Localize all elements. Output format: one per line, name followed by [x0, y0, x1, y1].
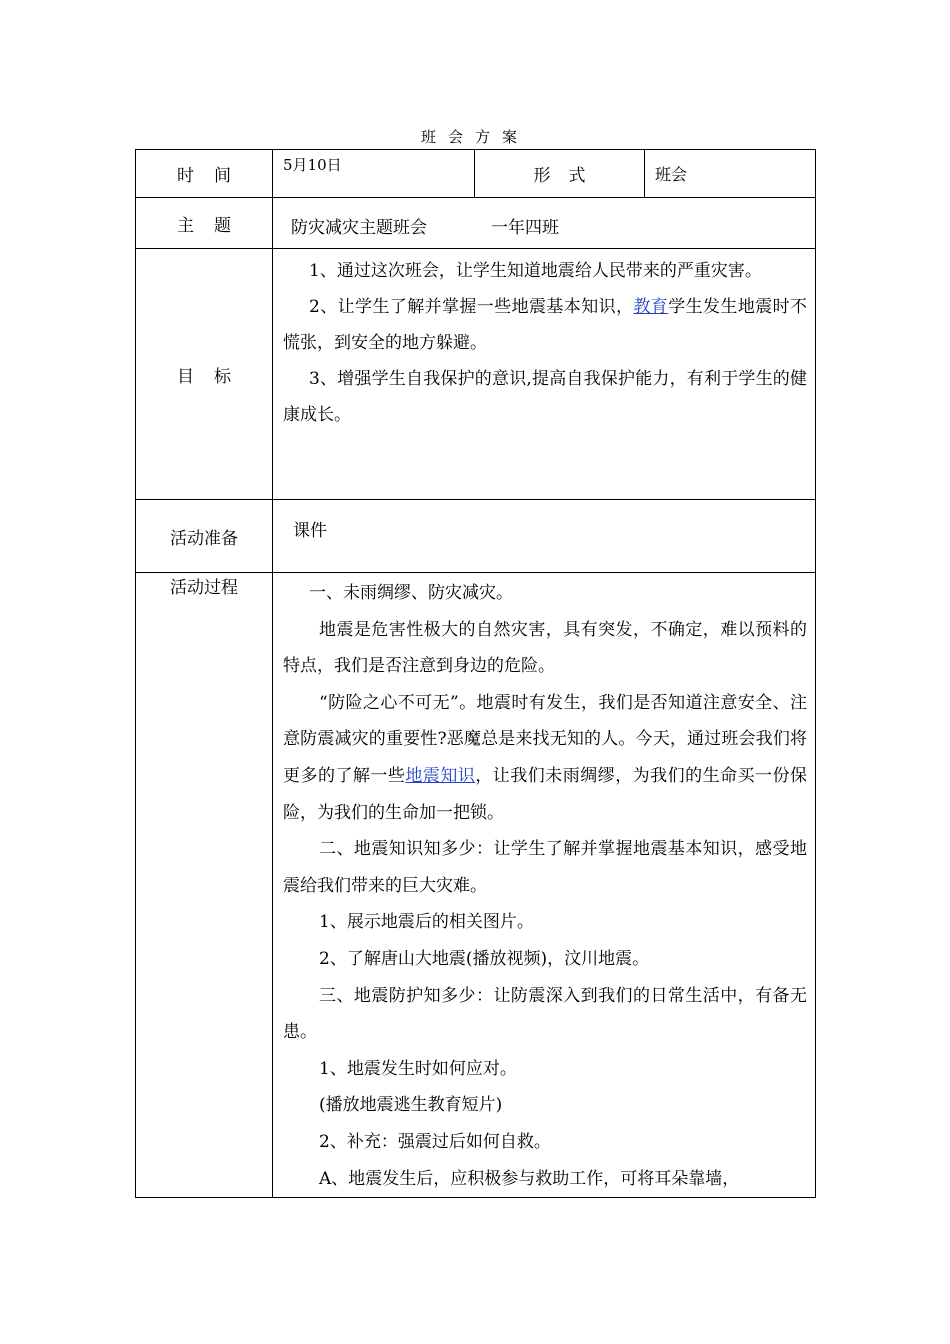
process-label: 活动过程 [136, 573, 273, 1198]
time-value: 5月10日 [273, 150, 475, 198]
theme-label: 主题 [136, 198, 273, 249]
process-paragraph: 三、地震防护知多少：让防震深入到我们的日常生活中，有备无患。 [283, 985, 807, 1043]
goal-item-3: 3、增强学生自我保护的意识,提高自我保护能力，有利于学生的健康成长。 [283, 369, 807, 425]
goal-item-2: 2、让学生了解并掌握一些地震基本知识，教育学生发生地震时不慌张，到安全的地方躲避。 [283, 297, 808, 353]
education-link[interactable]: 教育 [633, 297, 669, 317]
form-value: 班会 [645, 150, 816, 198]
goal-cell [273, 249, 816, 500]
goal-item-1: 1、通过这次班会，让学生知道地震给人民带来的严重灾害。 [309, 261, 762, 281]
theme-class: 一年四班 [491, 217, 559, 238]
process-paragraph: 1、地震发生时如何应对。 [319, 1058, 517, 1079]
process-paragraph: 2、了解唐山大地震(播放视频)，汶川地震。 [319, 948, 650, 969]
prep-row [136, 500, 816, 573]
time-label: 时间 [136, 150, 273, 198]
process-paragraph: (播放地震逃生教育短片) [319, 1095, 503, 1116]
process-paragraph: 1、展示地震后的相关图片。 [319, 912, 534, 933]
process-row [136, 573, 816, 1198]
theme-cell [273, 198, 816, 249]
process-paragraph: 二、地震知识知多少：让学生了解并掌握地震基本知识，感受地震给我们带来的巨大灾难。 [283, 839, 807, 896]
prep-label: 活动准备 [136, 500, 273, 573]
theme-value: 防灾减灾主题班会 [291, 217, 427, 238]
process-paragraph: 2、补充：强震过后如何自救。 [319, 1131, 551, 1152]
prep-value: 课件 [273, 500, 816, 573]
earthquake-knowledge-link[interactable]: 地震知识 [405, 765, 476, 786]
process-paragraph: 一、未雨绸缪、防灾减灾。 [309, 583, 513, 603]
goal-label: 目标 [136, 249, 273, 500]
process-paragraph: 地震是危害性极大的自然灾害，具有突发，不确定，难以预料的特点，我们是否注意到身边的危险。 [283, 619, 807, 677]
form-label: 形式 [475, 150, 645, 198]
process-paragraph: A、地震发生后，应积极参与救助工作，可将耳朵靠墙， [319, 1168, 740, 1189]
goal-row [136, 249, 816, 500]
process-paragraph: “防险之心不可无”。地震时有发生，我们是否知道注意安全、注意防震减灾的重要性?恶魔总是来找无知的人。今天，通过班会我们将更多的了解一些地震知识，让我们未雨绸缪，为我们的生命买一份保险，为我们的生命加一把锁。 [283, 692, 808, 823]
time-row [136, 150, 816, 198]
document-title: 班会方案 [420, 128, 529, 146]
class-meeting-plan-table [135, 149, 816, 1198]
theme-row [136, 198, 816, 249]
process-cell [273, 573, 816, 1198]
